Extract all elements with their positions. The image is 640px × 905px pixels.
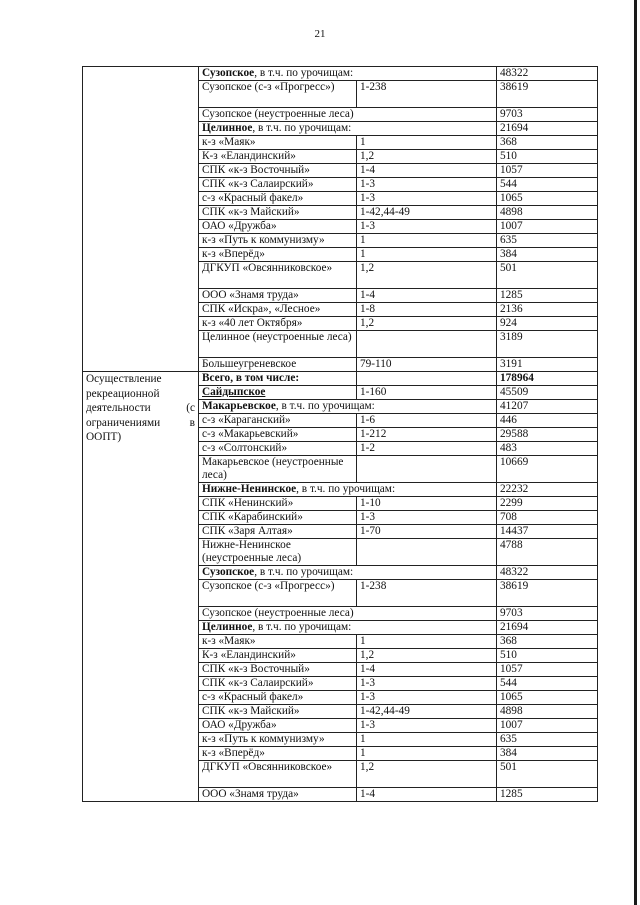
name-cell: ДГКУП «Овсянниковское» [199,761,357,788]
name-cell: СПК «к-з Майский» [199,705,357,719]
name-cell: Большеугреневское [199,358,357,372]
quarters-cell: 1-212 [357,428,497,442]
name-cell: к-з «40 лет Октября» [199,317,357,331]
area-cell: 384 [497,747,598,761]
area-cell: 2136 [497,303,598,317]
area-cell: 1007 [497,220,598,234]
area-cell: 510 [497,649,598,663]
quarters-cell: 1-238 [357,81,497,108]
quarters-cell: 1-3 [357,691,497,705]
quarters-cell: 1-4 [357,289,497,303]
quarters-cell [357,331,497,358]
name-cell: с-з «Красный факел» [199,192,357,206]
area-cell: 708 [497,511,598,525]
group-heading-cell [199,122,497,136]
quarters-cell: 1-42,44-49 [357,705,497,719]
group-suffix: , в т.ч. по урочищам: [254,67,354,79]
group-suffix: , в т.ч. по урочищам: [275,400,375,412]
quarters-cell: 1-3 [357,220,497,234]
quarters-cell: 1-4 [357,663,497,677]
quarters-cell: 1-3 [357,677,497,691]
group-heading-cell [199,566,497,580]
name-cell: ОАО «Дружба» [199,719,357,733]
area-cell: 1057 [497,164,598,178]
area-cell: 3189 [497,331,598,358]
area-cell: 1007 [497,719,598,733]
area-cell: 48322 [497,67,598,81]
name-cell: ДГКУП «Овсянниковское» [199,262,357,289]
area-cell: 3191 [497,358,598,372]
area-cell: 41207 [497,400,598,414]
area-cell: 501 [497,262,598,289]
group-name: Целинное [202,122,253,134]
quarters-cell: 1-10 [357,497,497,511]
name-cell: ООО «Знамя труда» [199,289,357,303]
area-cell: 368 [497,136,598,150]
group-name: Макарьевское [202,400,276,412]
area-cell: 483 [497,442,598,456]
area-cell: 1057 [497,663,598,677]
name-cell: с-з «Красный факел» [199,691,357,705]
name-cell: СПК «к-з Восточный» [199,164,357,178]
quarters-cell: 1 [357,234,497,248]
area-cell: 9703 [497,607,598,621]
quarters-cell: 1-2 [357,442,497,456]
quarters-cell: 1-3 [357,178,497,192]
group-name: Сузопское [202,67,255,79]
area-cell: 29588 [497,428,598,442]
group-heading-cell [199,400,497,414]
quarters-cell: 1,2 [357,317,497,331]
quarters-cell: 1 [357,635,497,649]
quarters-cell: 1 [357,747,497,761]
area-cell: 384 [497,248,598,262]
name-cell: к-з «Маяк» [199,635,357,649]
group-heading-cell [199,67,497,81]
area-cell: 544 [497,178,598,192]
total-label-cell: Всего, в том числе: [199,372,357,386]
area-cell: 501 [497,761,598,788]
name-cell: к-з «Вперёд» [199,248,357,262]
name-cell: СПК «Ненинский» [199,497,357,511]
area-cell: 9703 [497,108,598,122]
quarters-cell: 1-3 [357,192,497,206]
name-cell: с-з «Караганский» [199,414,357,428]
quarters-cell: 1,2 [357,262,497,289]
name-cell: Целинное (неустроенные леса) [199,331,357,358]
name-cell: СПК «Карабинский» [199,511,357,525]
name-cell: СПК «к-з Восточный» [199,663,357,677]
total-area-cell: 178964 [497,372,598,386]
group-suffix: , в т.ч. по урочищам: [296,483,396,495]
area-cell: 1065 [497,192,598,206]
name-cell: СПК «Заря Алтая» [199,525,357,539]
table-body [83,67,598,802]
quarters-cell: 1-8 [357,303,497,317]
name-cell [199,386,357,400]
area-cell: 4898 [497,705,598,719]
area-cell: 21694 [497,621,598,635]
name-cell: СПК «к-з Салаирский» [199,677,357,691]
area-cell: 21694 [497,122,598,136]
district-name: Сайдыпское [202,386,266,398]
quarters-cell: 1-4 [357,788,497,802]
quarters-cell: 1,2 [357,649,497,663]
quarters-cell: 1-70 [357,525,497,539]
table-row [83,372,598,386]
name-cell: Сузопское (с-з «Прогресс») [199,81,357,108]
name-cell: СПК «к-з Майский» [199,206,357,220]
area-cell: 635 [497,234,598,248]
group-suffix: , в т.ч. по урочищам: [252,122,352,134]
area-cell: 446 [497,414,598,428]
name-cell: Сузопское (неустроенные леса) [199,607,497,621]
group-suffix: , в т.ч. по урочищам: [254,566,354,578]
name-cell: Сузопское (неустроенные леса) [199,108,497,122]
quarters-cell: 1 [357,248,497,262]
name-cell: с-з «Солтонский» [199,442,357,456]
quarters-cell: 1-3 [357,719,497,733]
table-row [83,67,598,81]
category-cell-empty [83,67,199,372]
area-cell: 1285 [497,788,598,802]
area-cell: 2299 [497,497,598,511]
area-cell: 14437 [497,525,598,539]
area-cell: 1285 [497,289,598,303]
group-name: Сузопское [202,566,255,578]
area-cell: 48322 [497,566,598,580]
name-cell: ООО «Знамя труда» [199,788,357,802]
quarters-cell: 1-3 [357,511,497,525]
page-edge-shadow [634,0,637,905]
group-heading-cell [199,621,497,635]
category-cell: Осуществление рекреационной деятельности (с ограничениями в ООПТ) [83,372,199,802]
quarters-cell: 1-4 [357,164,497,178]
quarters-cell: 1-42,44-49 [357,206,497,220]
area-cell: 368 [497,635,598,649]
name-cell: СПК «к-з Салаирский» [199,178,357,192]
quarters-cell [357,372,497,386]
name-cell: Макарьевское (неустроенные леса) [199,456,357,483]
name-cell: к-з «Путь к коммунизму» [199,234,357,248]
group-name: Целинное [202,621,253,633]
area-cell: 45509 [497,386,598,400]
area-cell: 4788 [497,539,598,566]
area-cell: 22232 [497,483,598,497]
page-number: 21 [314,28,326,40]
group-heading-cell [199,483,497,497]
group-name: Нижне-Ненинское [202,483,297,495]
name-cell: К-з «Еландинский» [199,150,357,164]
area-cell: 1065 [497,691,598,705]
group-suffix: , в т.ч. по урочищам: [252,621,352,633]
name-cell: Сузопское (с-з «Прогресс») [199,580,357,607]
area-cell: 10669 [497,456,598,483]
quarters-cell: 1-160 [357,386,497,400]
quarters-cell [357,539,497,566]
area-cell: 38619 [497,580,598,607]
area-cell: 38619 [497,81,598,108]
quarters-cell: 79-110 [357,358,497,372]
name-cell: СПК «Искра», «Лесное» [199,303,357,317]
area-cell: 4898 [497,206,598,220]
name-cell: с-з «Макарьевский» [199,428,357,442]
quarters-cell: 1,2 [357,761,497,788]
name-cell: К-з «Еландинский» [199,649,357,663]
area-cell: 544 [497,677,598,691]
name-cell: к-з «Вперёд» [199,747,357,761]
quarters-cell: 1-6 [357,414,497,428]
quarters-cell: 1 [357,136,497,150]
quarters-cell: 1 [357,733,497,747]
name-cell: Нижне-Ненинское (неустроенные леса) [199,539,357,566]
area-cell: 924 [497,317,598,331]
quarters-cell: 1-238 [357,580,497,607]
name-cell: ОАО «Дружба» [199,220,357,234]
quarters-cell: 1,2 [357,150,497,164]
forest-area-table [82,66,598,802]
name-cell: к-з «Маяк» [199,136,357,150]
name-cell: к-з «Путь к коммунизму» [199,733,357,747]
quarters-cell [357,456,497,483]
area-cell: 510 [497,150,598,164]
area-cell: 635 [497,733,598,747]
